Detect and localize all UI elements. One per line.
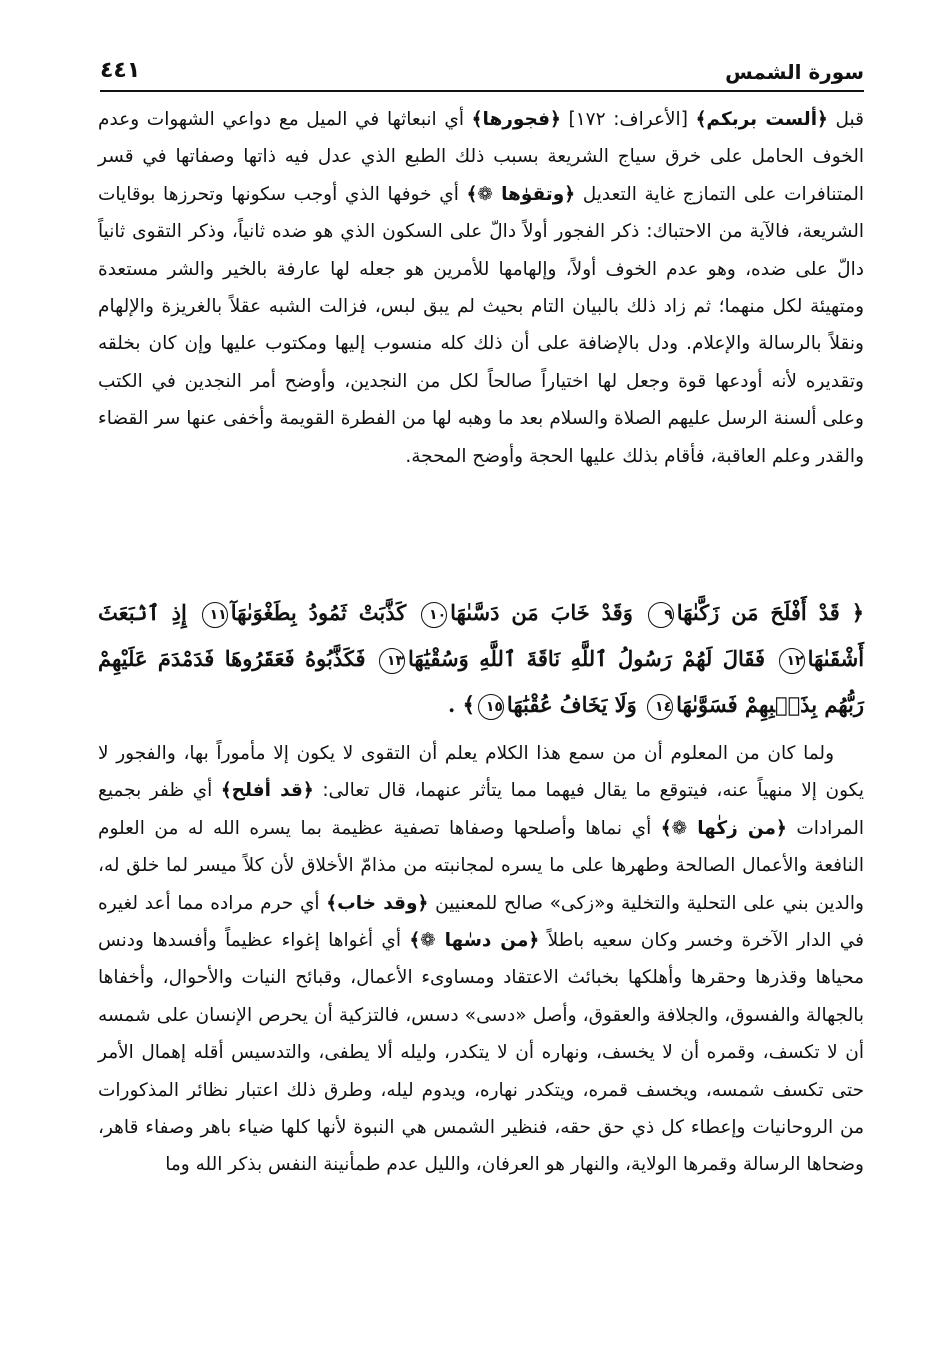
verse-number-9: ٩: [648, 602, 674, 628]
verse-bracket-close: ﴾ .: [447, 692, 475, 717]
page-header: [100, 54, 864, 92]
verse-15: وَلَا يَخَافُ عُقْبَٰهَا: [506, 692, 637, 717]
paragraph-commentary-2: [98, 735, 864, 1184]
text-run: ولما كان من المعلوم أن من سمع هذا الكلام يعلم أن التقوى لا يكون إلا مأموراً بها، والفجور لا يكون إلا منهياً عنه، فيتوقع ما يقال فيهما مما يتأثر عنهما، قال تعالى:: [98, 743, 864, 802]
verse-number-15: ١٥: [478, 694, 504, 720]
verse-14: فَكَذَّبُوهُ فَعَقَرُوهَا فَدَمْدَمَ عَلَيْهِمْ رَبُّهُم بِذَنۢبِهِمْ فَسَوَّىٰهَا: [98, 646, 864, 717]
quran-quote: ﴿وتقوٰها ❁﴾: [466, 183, 576, 205]
verse-number-14: ١٤: [647, 694, 673, 720]
text-run: أي ظفر بجميع المرادات: [98, 780, 865, 839]
text-run: [الأعراف: ١٧٢]: [560, 109, 696, 130]
text-run: أي حرم مراده مما أعد لغيره في الدار الآخرة وخسر وكان سعيه باطلاً: [98, 892, 865, 952]
verse-number-13: ١٣: [379, 648, 405, 674]
quran-quote: ﴿وقد خاب﴾: [326, 892, 429, 914]
verse-9: قَدْ أَفْلَحَ مَن زَكَّىٰهَا: [676, 600, 840, 625]
text-run: أي نماها وأصلحها وصفاها تصفية عظيمة بما يسره الله له من العلوم النافعة والأعمال الصالحة وطهرها على ما يسره لمجانبته من مذامّ الأخلاق لأن كلاً ميسر لما خلق له، والدين بني على التحلية والتخلية و«زكى» صالح للمعنيين: [98, 817, 864, 914]
surah-title: سورة الشمس: [725, 60, 864, 84]
text-run: أي انبعاثها في الميل مع دواعي الشهوات وعدم الخوف الحامل على خرق سياج الشريعة بسبب ذلك الطبع الذي عدل فيه ذاتها وصفاتها في قسر المتنافرات على التمازج غاية التعديل: [98, 109, 864, 205]
verse-11: كَذَّبَتْ ثَمُودُ بِطَغْوَىٰهَآ: [230, 600, 407, 625]
page-number: ٤٤١: [100, 58, 141, 83]
paragraph-commentary-1: [98, 101, 864, 475]
quran-quote: ﴿من زكٰها ❁﴾: [660, 817, 787, 839]
text-run: أي أغواها إغواء عظيماً وأفسدها ودنس محياها وقذرها وحقرها وأهلكها بخبائث الاعتقاد ومساوىء الأعمال، وقبائح النيات والأحوال، وأخفاها بالجهالة والفسوق، والجلافة والعقوق، وأصل «دسى» دسس، فالتزكية أن يحرص الإنسان على شمسه أن لا تكسف، وقمره أن لا يخسف، ونهاره أن لا يتكدر، وليله ألا يطفى، والتدسيس أقله إهمال الأمر حتى تكسف شمسه، ويخسف قمره، ويتكدر نهاره، ويدوم ليله، وطرق ذلك اعتبار نظائر المذكورات من الروحانيات وإعطاء كل ذي حق حقه، فنظير الشمس هي النبوة لأنها كلها ضياء باهر وصفاء قاهر، وضحاها الرسالة وقمرها الولاية، والنهار هو العرفان، والليل عدم طمأنينة النفس بذكر الله وما: [98, 930, 864, 1176]
text-run: أي خوفها الذي أوجب سكونها وتحرزها بوقايات الشريعة، فالآية من الاحتباك: ذكر الفجور أولاً دالّ على السكون الذي هو ضده ثانياً، وذكر التقوى ثانياً دالّ على ضده، وهو عدم الخوف أولاً، وإلهامها للأمرين هو جعله لها عارفة بالخير والشر مستعدة ومتهيئة لكل منهما؛ ثم زاد ذلك بالبيان التام بحيث لم يبق لبس، فزالت الشبه عقلاً بالغريزة والإلهام ونقلاً بالرسالة والإعلام. ودل بالإضافة على أن ذلك كله منسوب إليها ومكتوب عليها وإن كان بخلقه وتقديره لأنه أودعها قوة وجعل لها اختياراً صالحاً لكل من النجدين، وأوضح أمر النجدين في الكتب وعلى ألسنة الرسل عليهم الصلاة والسلام بعد ما وهبه لها من الفطرة القويمة وأخفى عنها سر القضاء والقدر وعلم العاقبة، فأقام بذلك عليها الحجة وأوضح المحجة.: [98, 183, 864, 467]
quran-quote: ﴿قد أفلح﴾: [220, 780, 314, 802]
verse-number-12: ١٢: [779, 648, 805, 674]
verse-13: فَقَالَ لَهُمْ رَسُولُ ٱللَّهِ نَاقَةَ ٱللَّهِ وَسُقْيَٰهَا: [408, 646, 766, 671]
quran-quote: ﴿فجورها﴾: [471, 109, 561, 130]
quran-quote: ﴿ألست بربكم﴾: [695, 109, 828, 130]
text-run: قبل: [827, 109, 864, 130]
quran-verses-block: [98, 590, 864, 728]
verse-bracket-open: ﴿: [851, 600, 864, 625]
verse-number-10: ١٠: [421, 602, 447, 628]
verse-10: وَقَدْ خَابَ مَن دَسَّىٰهَا: [450, 600, 633, 625]
verse-number-11: ١١: [202, 602, 228, 628]
verse-12: إِذِ ٱنۢبَعَثَ أَشْقَىٰهَا: [98, 600, 865, 671]
quran-quote: ﴿من دسٰها ❁﴾: [409, 930, 540, 952]
